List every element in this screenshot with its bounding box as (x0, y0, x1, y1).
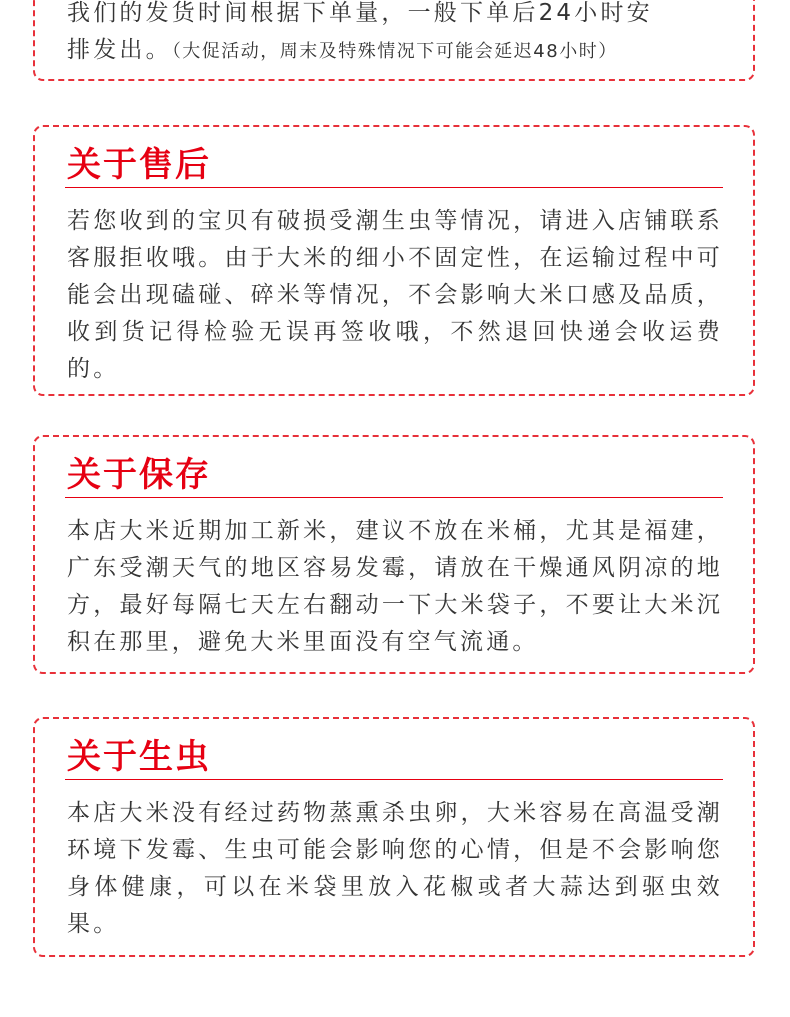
insects-card (33, 717, 755, 957)
after-sales-card (33, 125, 755, 396)
storage-title: 关于保存 (67, 455, 211, 495)
storage-card (33, 435, 755, 674)
shipping-line-1: 我们的发货时间根据下单量，一般下单后24小时安 (67, 0, 653, 26)
shipping-info-text (67, 0, 723, 70)
shipping-line-2 (67, 32, 723, 70)
shipping-info-card (33, 0, 755, 81)
insects-body: 本店大米没有经过药物蒸熏杀虫卵，大米容易在高温受潮环境下发霉、生虫可能会影响您的心情，但是不会影响您身体健康，可以在米袋里放入花椒或者大蒜达到驱虫效果。 (67, 800, 723, 937)
shipping-delay-note: （大促活动，周末及特殊情况下可能会延迟48小时） (171, 41, 618, 62)
after-sales-body: 若您收到的宝贝有破损受潮生虫等情况，请进入店铺联系客服拒收哦。由于大米的细小不固定性，在运输过程中可能会出现磕碰、碎米等情况，不会影响大米口感及品质，收到货记得检验无误再签收哦，不然退回快递会收运费的。 (67, 208, 723, 382)
storage-divider (65, 497, 723, 498)
shipping-line-2-start: 排发出。 (67, 37, 172, 63)
storage-body: 本店大米近期加工新米，建议不放在米桶，尤其是福建，广东受潮天气的地区容易发霉，请放在干燥通风阴凉的地方，最好每隔七天左右翻动一下大米袋子，不要让大米沉积在那里，避免大米里面没有空气流通。 (67, 518, 723, 655)
after-sales-divider (65, 187, 723, 188)
after-sales-title: 关于售后 (67, 145, 211, 185)
insects-divider (65, 779, 723, 780)
insects-title: 关于生虫 (67, 737, 211, 777)
